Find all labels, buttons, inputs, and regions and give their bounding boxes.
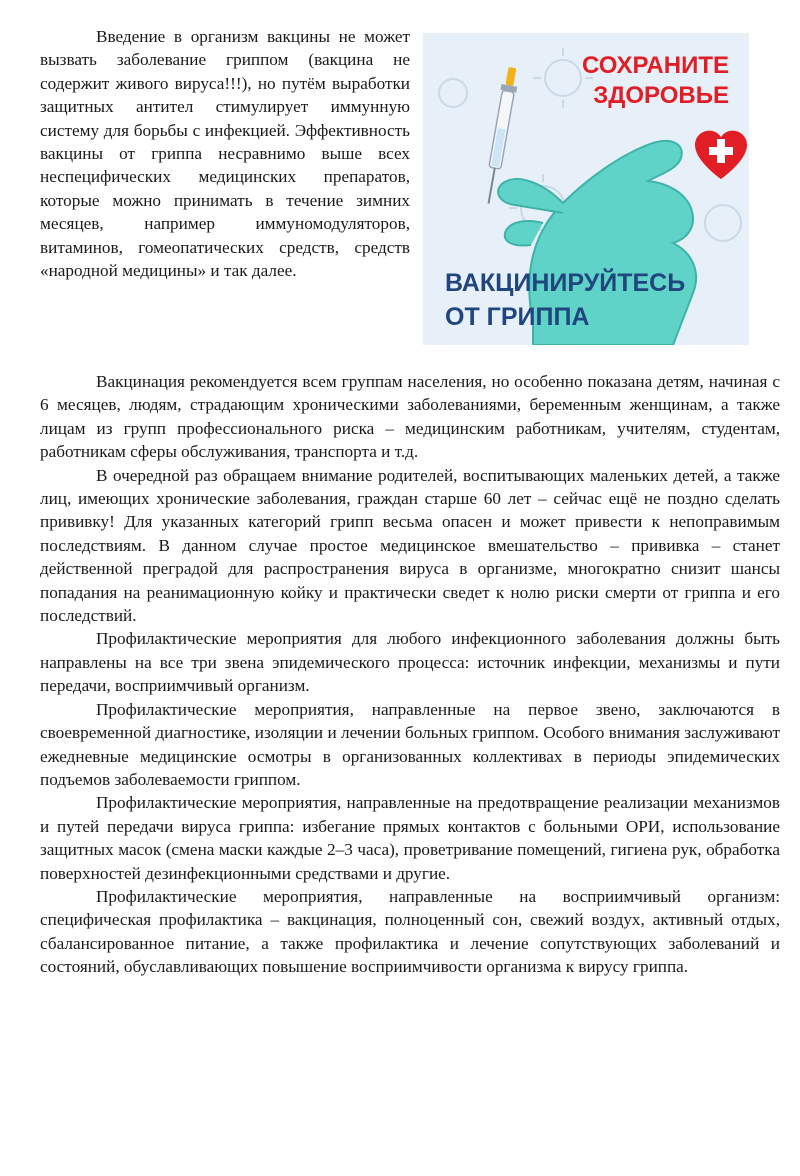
paragraph-prevention-links: Профилактические мероприятия для любого инфекционного заболевания должны быть направлены на все три звена эпидемического процесса: источник инфекции, механизмы и пути передачи, восприимчивый организм. bbox=[40, 629, 780, 696]
poster-illustration bbox=[423, 33, 749, 345]
vaccination-poster bbox=[423, 33, 749, 345]
paragraph-appeal: В очередной раз обращаем внимание родителей, воспитывающих маленьких детей, а также лиц, имеющих хронические заболевания, граждан старше 60 лет – сейчас ещё не поздно сделать прививку! Для указанных категорий грипп весьма опасен и может привести к непоправимым последствиям. В данном случае простое медицинское вмешательство – прививка – станет действенной преградой для распространения вируса в организме, многократно снизит шансы попадания на реанимационную койку и практически сведет к нолю риски смерти от гриппа и его последствий. bbox=[40, 465, 780, 626]
paragraph-recommendation: Вакцинация рекомендуется всем группам населения, но особенно показана детям, начиная с 6 месяцев, людям, страдающим хроническими заболеваниями, беременным женщинам, а также лицам из групп профессионального риска – медицинским работникам, учителям, студентам, работникам сферы обслуживания, транспорта и т.д. bbox=[40, 372, 780, 462]
poster-slogan-line1: ВАКЦИНИРУЙТЕСЬ bbox=[445, 269, 686, 297]
poster-slogan-line2: ОТ ГРИППА bbox=[445, 303, 590, 331]
document-body bbox=[40, 370, 780, 979]
paragraph-first-link: Профилактические мероприятия, направленные на первое звено, заключаются в своевременной диагностике, изоляции и лечении больных гриппом. Особого внимания заслуживают ежедневные медицинские осмотры в организованных коллективах в периоды эпидемических подъемов заболеваемости гриппом. bbox=[40, 699, 780, 789]
paragraph-susceptible: Профилактические мероприятия, направленные на восприимчивый организм: специфическая профилактика – вакцинация, полноценный сон, свежий воздух, активный отдых, сбалансированное питание, а также профилактика и лечение сопутствующих заболеваний и состояний, обуславливающих повышение восприимчивости организма к вирусу гриппа. bbox=[40, 886, 780, 977]
paragraph-transmission: Профилактические мероприятия, направленные на предотвращение реализации механизмов и путей передачи вируса гриппа: избегание прямых контактов с больными ОРИ, использование защитных масок (смена маски каждые 2–3 часа), проветривание помещений, гигиена рук, обработка поверхностей дезинфекционными средствами и другие. bbox=[40, 793, 780, 883]
poster-headline-line2: ЗДОРОВЬЕ bbox=[593, 82, 729, 109]
poster-headline-line1: СОХРАНИТЕ bbox=[582, 52, 729, 79]
paragraph-intro: Введение в организм вакцины не может вызвать заболевание гриппом (вакцина не содержит живого вируса!!!), но путём выработки защитных антител стимулирует иммунную систему для борьбы с инфекцией. Эффективность вакцины от гриппа несравнимо выше всех неспецифических медицинских препаратов, которые можно принимать в течение зимних месяцев, например иммуномодуляторов, витаминов, гомеопатических средств, средств «народной медицины» и так далее. bbox=[40, 27, 410, 281]
